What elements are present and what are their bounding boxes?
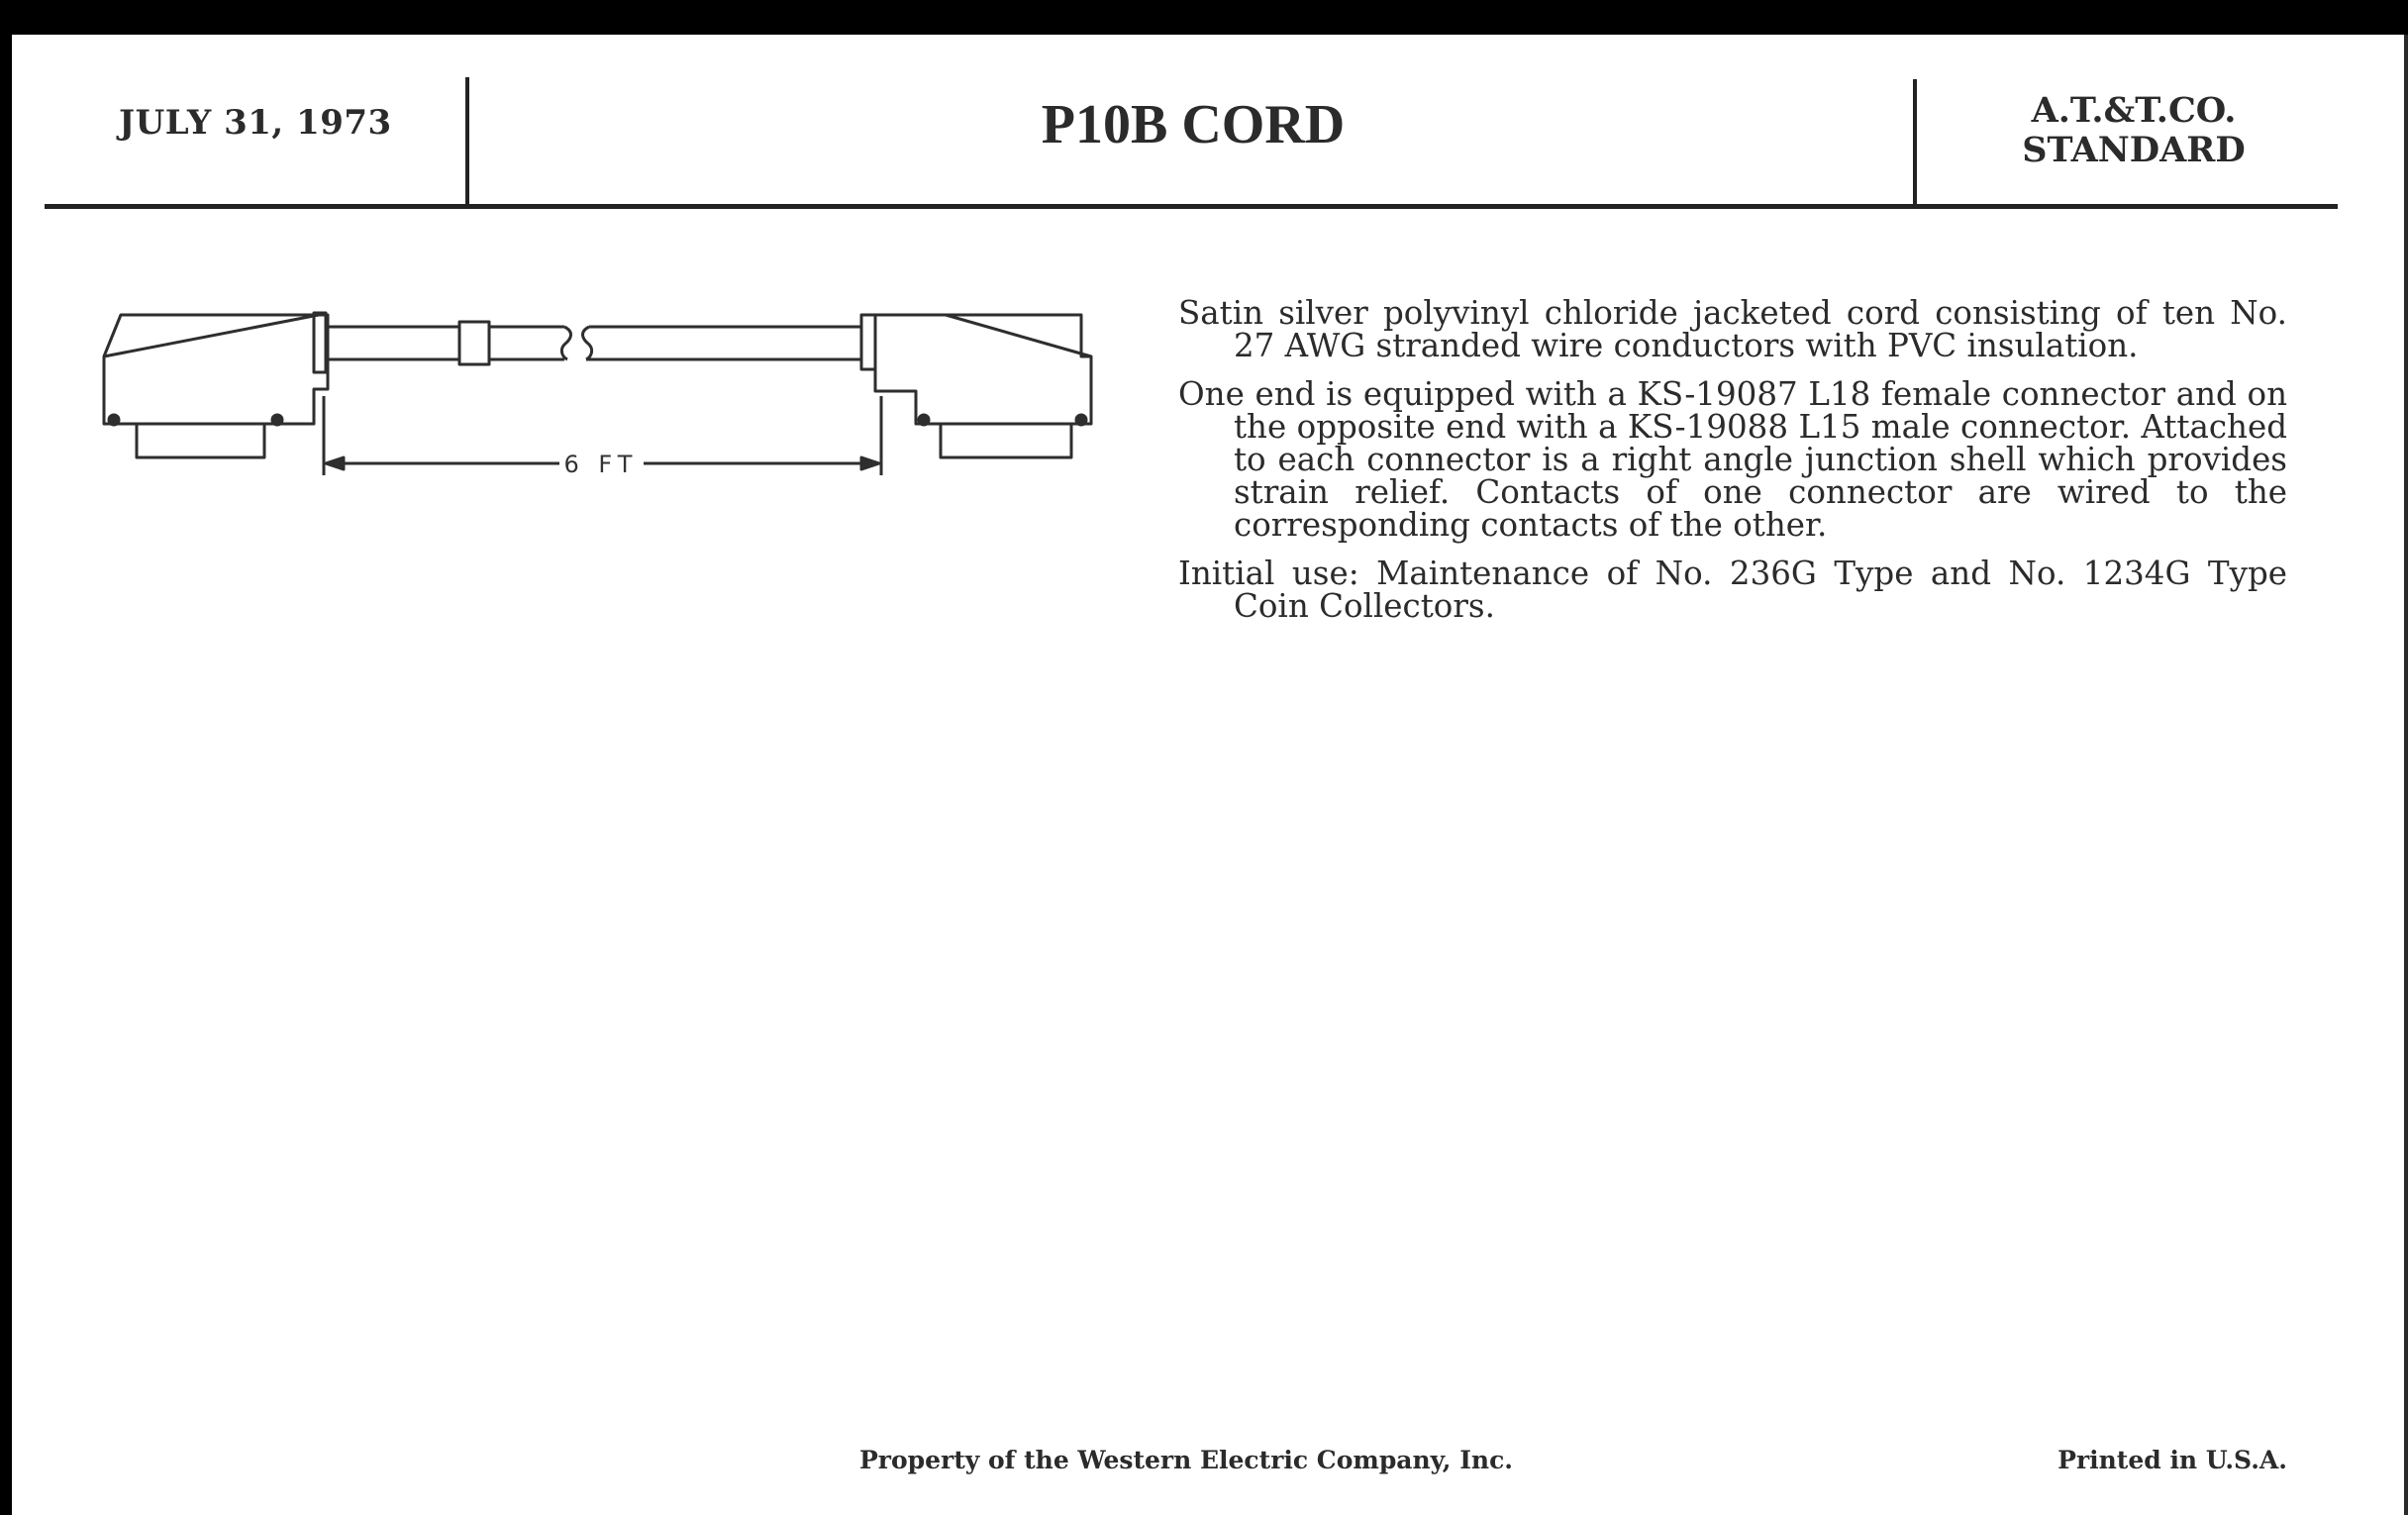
- cord-description: [1178, 294, 2287, 639]
- issue-date: JULY 31, 1973: [119, 103, 392, 143]
- standard-line-1: A.T.&T.CO.: [2031, 90, 2237, 131]
- description-paragraph-3: Initial use: Maintenance of No. 236G Type and No. 1234G Type Coin Collectors.: [1178, 555, 2287, 625]
- cord-right-segment: [582, 327, 861, 359]
- cord-left-segment: [328, 322, 571, 364]
- scan-edge-shadow: [2404, 35, 2408, 1515]
- right-connector: [861, 315, 1091, 457]
- standard-block: [1916, 91, 2352, 170]
- cord-diagram: [94, 297, 1124, 495]
- length-label: 6 FT: [563, 451, 639, 478]
- description-paragraph-2: One end is equipped with a KS-19087 L18 female connector and on the opposite end with a KS-19088 L15 male connector. Attached to each connector is a right angle junction shell which provides strain relief. Contacts of one connector are wired to the corresponding contacts of the other.: [1178, 375, 2287, 544]
- page-title: P10B CORD: [1041, 94, 1346, 155]
- description-paragraph-1: Satin silver polyvinyl chloride jacketed cord consisting of ten No. 27 AWG stranded wire conductors with PVC insulation.: [1178, 294, 2287, 364]
- standard-line-2: STANDARD: [2022, 130, 2246, 170]
- property-notice: Property of the Western Electric Company, Inc.: [859, 1446, 1514, 1474]
- left-connector: [104, 313, 328, 457]
- header-divider-left: [465, 77, 469, 204]
- printed-notice: Printed in U.S.A.: [2057, 1446, 2287, 1474]
- document-sheet: [12, 35, 2408, 1515]
- header-underline: [45, 204, 2338, 209]
